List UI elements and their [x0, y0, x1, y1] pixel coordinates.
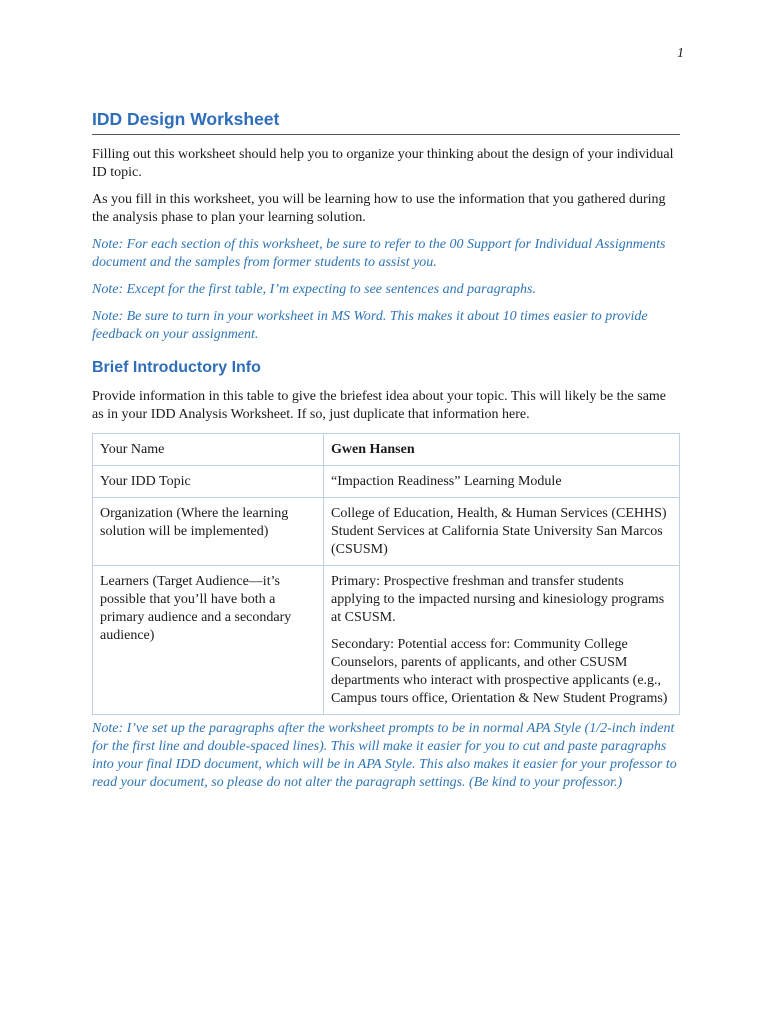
row-label-topic: Your IDD Topic	[93, 466, 324, 498]
intro-paragraph: Filling out this worksheet should help you to organize your thinking about the design of your individual ID topic.	[92, 147, 674, 180]
intro-info-table	[92, 433, 680, 715]
note-paragraph: Note: For each section of this worksheet, be sure to refer to the 00 Support for Individual Assignments document and the samples from former students to assist you.	[92, 237, 666, 270]
table-row	[93, 466, 680, 498]
row-value-topic: “Impaction Readiness” Learning Module	[324, 466, 680, 498]
row-value-organization: College of Education, Health, & Human Services (CEHHS) Student Services at California State University San Marcos (CSUSM)	[324, 498, 680, 566]
row-label-organization: Organization (Where the learning solution will be implemented)	[93, 498, 324, 566]
learners-primary: Primary: Prospective freshman and transfer students applying to the impacted nursing and kinesiology programs at CSUSM.	[331, 574, 665, 625]
page-number: 1	[677, 46, 684, 61]
document-body	[92, 108, 680, 801]
row-value-learners	[324, 566, 680, 715]
note-paragraph: Note: Except for the first table, I’m expecting to see sentences and paragraphs.	[92, 282, 537, 297]
table-row	[93, 498, 680, 566]
table-row	[93, 434, 680, 466]
note-paragraph: Note: Be sure to turn in your worksheet in MS Word. This makes it about 10 times easier to provide feedback on your assignment.	[92, 309, 648, 342]
row-value-name: Gwen Hansen	[324, 434, 680, 466]
section-heading: Brief Introductory Info	[92, 359, 261, 376]
row-label-name: Your Name	[93, 434, 324, 466]
document-title: IDD Design Worksheet	[92, 108, 680, 135]
section-description: Provide information in this table to give the briefest idea about your topic. This will likely be the same as in your IDD Analysis Worksheet. If so, just duplicate that information here.	[92, 389, 667, 422]
closing-note: Note: I’ve set up the paragraphs after the worksheet prompts to be in normal APA Style (1/2-inch indent for the first line and double-spaced lines). This will make it easier for you to cut and paste paragraphs into your final IDD document, which will be in APA Style. This also makes it easier for your professor to read your document, so please do not alter the paragraph settings. (Be kind to your professor.)	[92, 721, 677, 790]
table-row	[93, 566, 680, 715]
learners-secondary: Secondary: Potential access for: Community College Counselors, parents of applicants, and other CSUSM departments who interact with prospective applicants (e.g., Campus tours office, Orientation & New Student Programs)	[331, 637, 668, 706]
intro-paragraph: As you fill in this worksheet, you will be learning how to use the information that you gathered during the analysis phase to plan your learning solution.	[92, 192, 666, 225]
row-label-learners: Learners (Target Audience—it’s possible that you’ll have both a primary audience and a secondary audience)	[93, 566, 324, 715]
